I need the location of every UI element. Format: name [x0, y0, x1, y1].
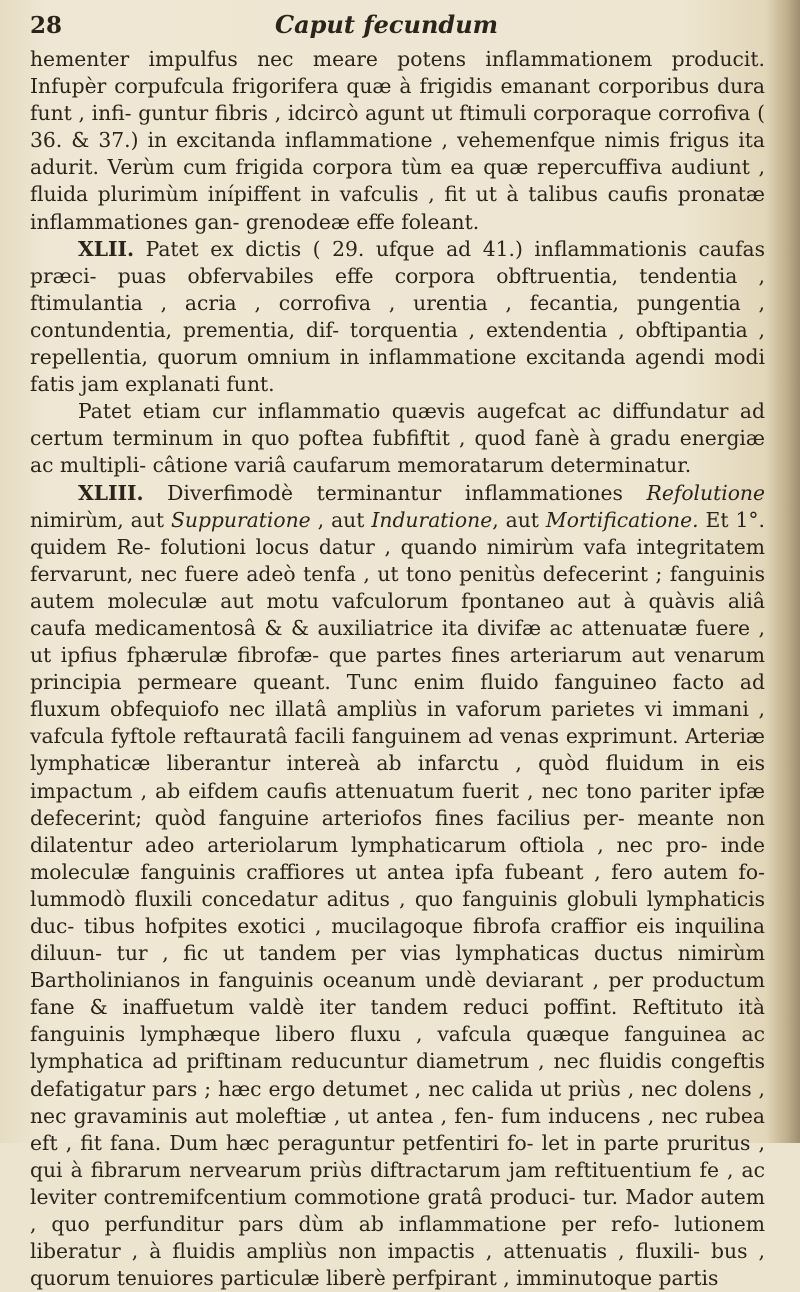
paragraph-text: Et 1°. quidem Re- folutioni locus datur , quando nimirùm vafa integritatem fervarunt, nec fuere adeò tenfa , ut tono penitùs defecerint ; fanguinis autem moleculæ aut motu vafculorum fpontaneo aut à quàvis aliâ caufa medicamentosâ & & auxiliatrice ita divifæ ac attenuatæ fuere , ut ipfius fphærulæ fibrofæ- que partes fines arteriarum aut venarum principia permeare queant. Tunc enim fluido fanguineo facto ad fluxum obfequiofo nec illatâ ampliùs in vaforum parietes vi immani , vafcula fyftole reftauratâ facili fanguinem ad venas exprimunt. Arteriæ lymphaticæ liberantur intereà ab infarctu , quòd fluidum in eis impactum , ab eifdem caufis attenuatum fuerit , nec tono pariter ipfæ defecerint; quòd fanguine arteriofos fines facilius per- meante non dilatentur adeo arteriolarum lymphaticarum oftiola , nec pro- inde moleculæ fanguinis craffiores ut antea ipfa fubeant , fero autem fo- lummodò fluxili concedatur aditus , quo fanguinis globuli lymphaticis duc- tibus hofpites exotici , mucilagoque fibrofa craffior eis inquilina diluun- tur , fic ut tandem per vias lymphaticas ductus nimirùm Bartholinianos in fanguinis oceanum undè deviarant , per productum fane & inaffuetum valdè iter tandem reduci poffint. Reftituto ità fanguinis lymphæque libero fluxu , vafcula quæque fanguinea ac lymphatica ad priftinam reducuntur diametrum , nec fluidis congeftis defatigatur pars ; hæc ergo detumet , nec calida ut priùs , nec dolens , nec gravaminis aut moleftiæ , ut antea , fen- fum inducens , nec rubea eft , fit fana. Dum hæc peraguntur petfentiri fo- let in parte pruritus , qui à fibrarum nervearum priùs diftractarum jam reftituentium fe , ac leviter contremifcentium commotione gratâ produci- tur. Mador autem , quo perfunditur pars dùm ab inflammatione per refo- lutionem liberatur , à fluidis ampliùs non impactis , attenuatis , fluxili- bus , quorum tenuiores particulæ liberè perfpirant , imminutoque partis: [30, 508, 765, 1291]
term-resolution: Refolutione: [647, 481, 765, 505]
page-number: 28: [30, 12, 62, 39]
paragraph-section-xlii: [30, 236, 765, 399]
paragraph-joiner: , aut: [311, 508, 372, 532]
body-text: [30, 46, 765, 1292]
term-mortification: Mortificatione.: [546, 508, 699, 532]
paragraph-text: hementer impulfus nec meare potens inflammationem producit. Infupèr corpufcula frigorifera quæ à frigidis emanant corporibus dura funt , infi- guntur fibris , idcircò agunt ut ftimuli corporaque corrofiva ( 36. & 37.) in excitanda inflammatione , vehemenfque nimis frigus ita adurit. Verùm cum frigida corpora tùm ea quæ repercuffiva audiunt , fluida plurimùm inípiffent in vafculis , fit ut à talibus caufis pronatæ inflammationes gan- grenodeæ effe foleant.: [30, 47, 765, 234]
paragraph-section-xliii: [30, 480, 765, 1292]
paragraph-text: Patet etiam cur inflammatio quævis augefcat ac diffundatur ad certum terminum in quo poftea fubfiftit , quod fanè à gradu energiæ ac multipli- câtione variâ caufarum memoratarum determinatur.: [30, 399, 765, 477]
term-induration: Induratione: [371, 508, 492, 532]
paragraph-continuation: [30, 46, 765, 236]
paragraph-lead: Diverfimodè terminantur inflammationes: [167, 481, 646, 505]
paragraph-joiner: , aut: [492, 508, 546, 532]
paragraph-indented: [30, 398, 765, 479]
page-header: [30, 10, 770, 44]
section-number: XLIII.: [78, 481, 144, 505]
section-number: XLII.: [78, 237, 134, 261]
term-suppuration: Suppuratione: [171, 508, 311, 532]
running-head: Caput fecundum: [275, 10, 498, 39]
paragraph-text: Patet ex dictis ( 29. ufque ad 41.) inflammationis caufas præci- puas obfervabiles effe corpora obftruentia, tendentia , ftimulantia , acria , corrofiva , urentia , fecantia, pungentia , contundentia, prementia, dif- torquentia , extendentia , obftipantia , repellentia, quorum omnium in inflammatione excitanda agendi modi fatis jam explanati funt.: [30, 237, 765, 396]
page-edge-shadow: [766, 0, 800, 1143]
paragraph-joiner: nimirùm, aut: [30, 508, 171, 532]
